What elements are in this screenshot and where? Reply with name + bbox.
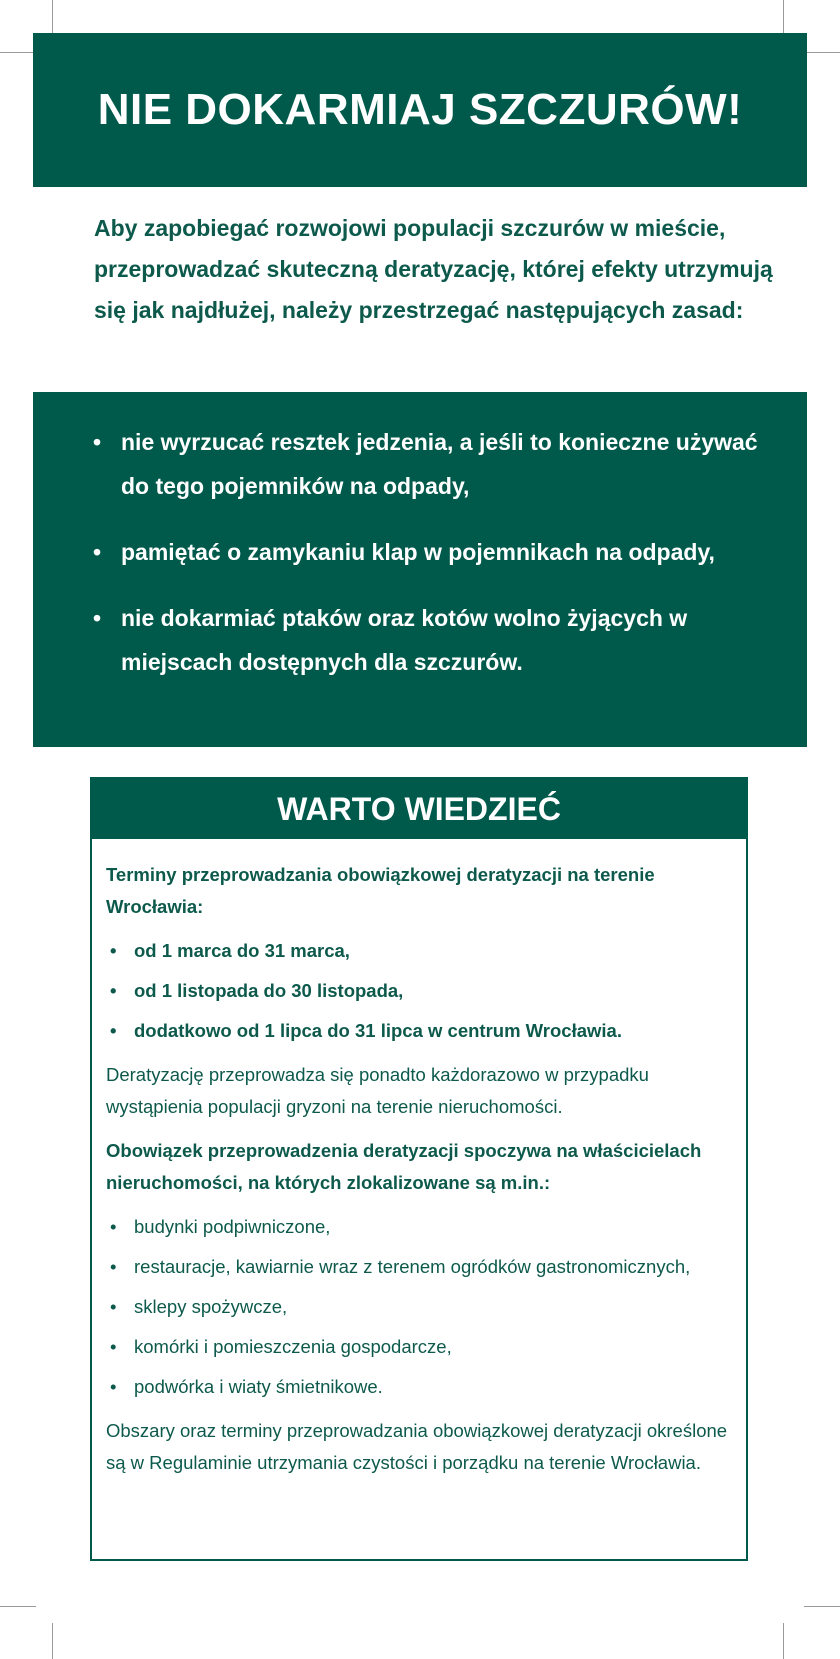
- place-item: • podwórka i wiaty śmietnikowe.: [106, 1371, 732, 1403]
- rule-item: • pamiętać o zamykaniu klap w pojemnikach na odpady,: [93, 530, 761, 574]
- crop-mark-top-right: [783, 0, 784, 36]
- info-box: [90, 777, 748, 1561]
- info-body: [92, 839, 746, 1479]
- intro-paragraph: Aby zapobiegać rozwojowi populacji szczurów w mieście, przeprowadzać skuteczną deratyzację, której efekty utrzymują się jak najdłużej, należy przestrzegać następujących zasad:: [94, 215, 773, 323]
- crop-mark-top-left: [52, 0, 53, 36]
- rule-item: • nie dokarmiać ptaków oraz kotów wolno żyjących w miejscach dostępnych dla szczurów.: [93, 596, 761, 684]
- place-item: • komórki i pomieszczenia gospodarcze,: [106, 1331, 732, 1363]
- rules-list: [33, 392, 807, 684]
- obligation-note: Obowiązek przeprowadzenia deratyzacji spoczywa na właścicielach nieruchomości, na których zlokalizowane są m.in.:: [106, 1140, 702, 1193]
- place-item: • budynki podpiwniczone,: [106, 1211, 732, 1243]
- title-banner: [33, 33, 807, 187]
- crop-mark-top-left-h: [0, 52, 36, 53]
- place-item: • restauracje, kawiarnie wraz z terenem ogródków gastronomicznych,: [106, 1251, 732, 1283]
- crop-mark-bottom-left-h: [0, 1606, 36, 1607]
- crop-mark-bottom-right: [783, 1623, 784, 1659]
- place-item: • sklepy spożywcze,: [106, 1291, 732, 1323]
- info-heading: WARTO WIEDZIEĆ: [92, 779, 746, 839]
- page-title: NIE DOKARMIAJ SZCZURÓW!: [97, 85, 743, 134]
- crop-mark-top-right-h: [804, 52, 840, 53]
- term-item: • dodatkowo od 1 lipca do 31 lipca w centrum Wrocławia.: [106, 1015, 732, 1047]
- term-item: • od 1 listopada do 30 listopada,: [106, 975, 732, 1007]
- closing-note: Obszary oraz terminy przeprowadzania obowiązkowej deratyzacji określone są w Regulaminie utrzymania czystości i porządku na terenie Wrocławia.: [106, 1420, 728, 1473]
- terms-intro: Terminy przeprowadzania obowiązkowej deratyzacji na terenie Wrocławia:: [106, 864, 655, 917]
- additional-note: Deratyzację przeprowadza się ponadto każdorazowo w przypadku wystąpienia populacji gryzoni na terenie nieruchomości.: [106, 1064, 649, 1117]
- rules-panel: [33, 392, 807, 747]
- term-item: • od 1 marca do 31 marca,: [106, 935, 732, 967]
- terms-list: [106, 935, 732, 1047]
- rule-item: • nie wyrzucać resztek jedzenia, a jeśli to konieczne używać do tego pojemników na odpady,: [93, 420, 761, 508]
- crop-mark-bottom-right-h: [804, 1606, 840, 1607]
- places-list: [106, 1211, 732, 1403]
- crop-mark-bottom-left: [52, 1623, 53, 1659]
